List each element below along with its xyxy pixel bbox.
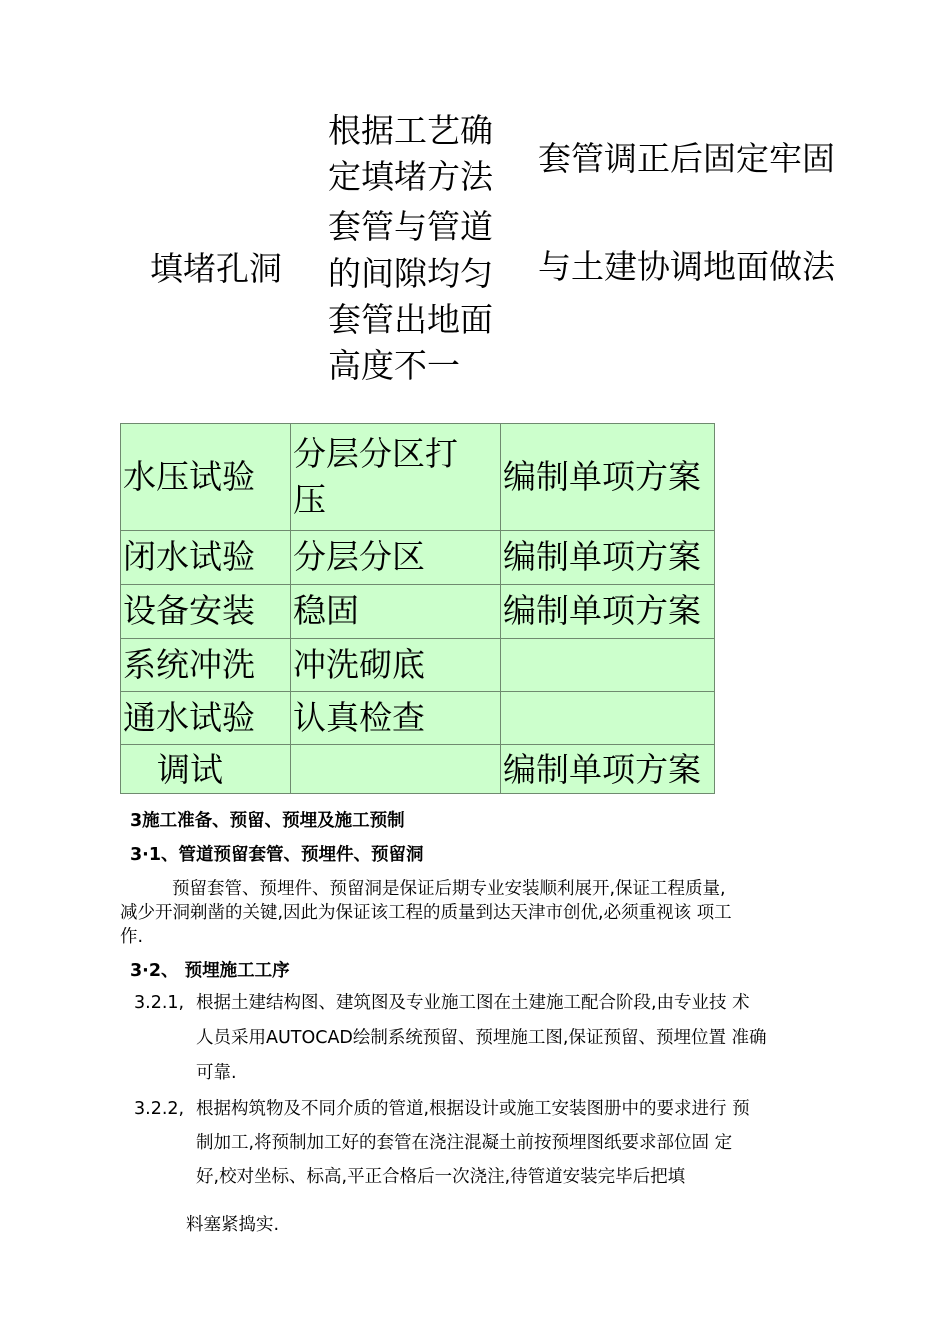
cell-line: 分层分区打 [293,433,458,473]
paragraph-line: 根据土建结构图、建筑图及专业施工图在土建施工配合阶段,由专业技 术 [196,993,750,1013]
paragraph-line: 可靠. [196,1063,237,1083]
table-cell: 设备安装 [121,585,291,639]
cell-line: 压 [293,480,326,519]
table-cell [501,692,715,745]
top-mid-line: 根据工艺确 [328,111,493,150]
table-cell: 闭水试验 [121,531,291,585]
top-mid-line: 的间隙均匀 [328,253,493,293]
paragraph-line: 预留套管、预埋件、预留洞是保证后期专业安装顺利展开,保证工程质量, [172,879,726,899]
cell-text: 调试 [157,750,223,789]
table-cell: 认真检查 [291,692,501,745]
paragraph-line: 减少开洞剃凿的关键,因此为保证该工程的质量到达天津市创优,必须重视该 项工 [120,903,732,923]
table-cell: 通水试验 [121,692,291,745]
paragraph-line: 好,校对坐标、标高,平正合格后一次浇注,待管道安装完毕后把填 [196,1167,686,1187]
item-number: 3.2.1, [134,993,185,1013]
top-left-label: 填堵孔洞 [150,249,282,288]
table-cell [121,745,291,794]
section-heading-3-2: 3·2、 预埋施工工序 [130,961,290,981]
table-cell: 冲洗砌底 [291,639,501,692]
cell-text: 编制单项方案 [503,750,701,789]
top-mid-line: 套管出地面 [328,299,493,339]
table-cell [501,745,715,794]
section-heading-3: 3施工准备、预留、预埋及施工预制 [130,811,405,831]
top-middle-text [328,108,508,389]
table-row [121,531,715,585]
table-cell: 编制单项方案 [501,424,715,531]
table-row [121,692,715,745]
top-right-line: 套管调正后固定牢固 [538,139,835,178]
table-cell [291,424,501,531]
table-row [121,585,715,639]
paragraph-line: 作. [120,927,144,947]
table-row [121,639,715,692]
table-cell: 稳固 [291,585,501,639]
paragraph-line: 人员采用AUTOCAD绘制系统预留、预埋施工图,保证预留、预埋位置 准确 [196,1028,767,1048]
table-cell: 编制单项方案 [501,585,715,639]
table-cell [291,745,501,794]
table-cell [501,639,715,692]
paragraph-line: 制加工,将预制加工好的套管在浇注混凝土前按预埋图纸要求部位固 定 [196,1133,733,1153]
table-cell: 水压试验 [121,424,291,531]
table-row [121,745,715,794]
table-row [121,424,715,531]
table-cell: 编制单项方案 [501,531,715,585]
paragraph-line: 料塞紧捣实. [186,1215,280,1235]
top-mid-line: 高度不一 [328,345,460,385]
paragraph-line: 根据构筑物及不同介质的管道,根据设计或施工安装图册中的要求进行 预 [196,1099,750,1119]
section-heading-3-1: 3·1、管道预留套管、预埋件、预留洞 [130,845,424,865]
table-cell: 分层分区 [291,531,501,585]
top-mid-line: 定填堵方法 [328,157,493,197]
process-table [120,423,715,794]
item-number: 3.2.2, [134,1099,185,1119]
top-mid-line: 套管与管道 [328,207,493,247]
top-right-line: 与土建协调地面做法 [538,247,835,286]
table-cell: 系统冲洗 [121,639,291,692]
